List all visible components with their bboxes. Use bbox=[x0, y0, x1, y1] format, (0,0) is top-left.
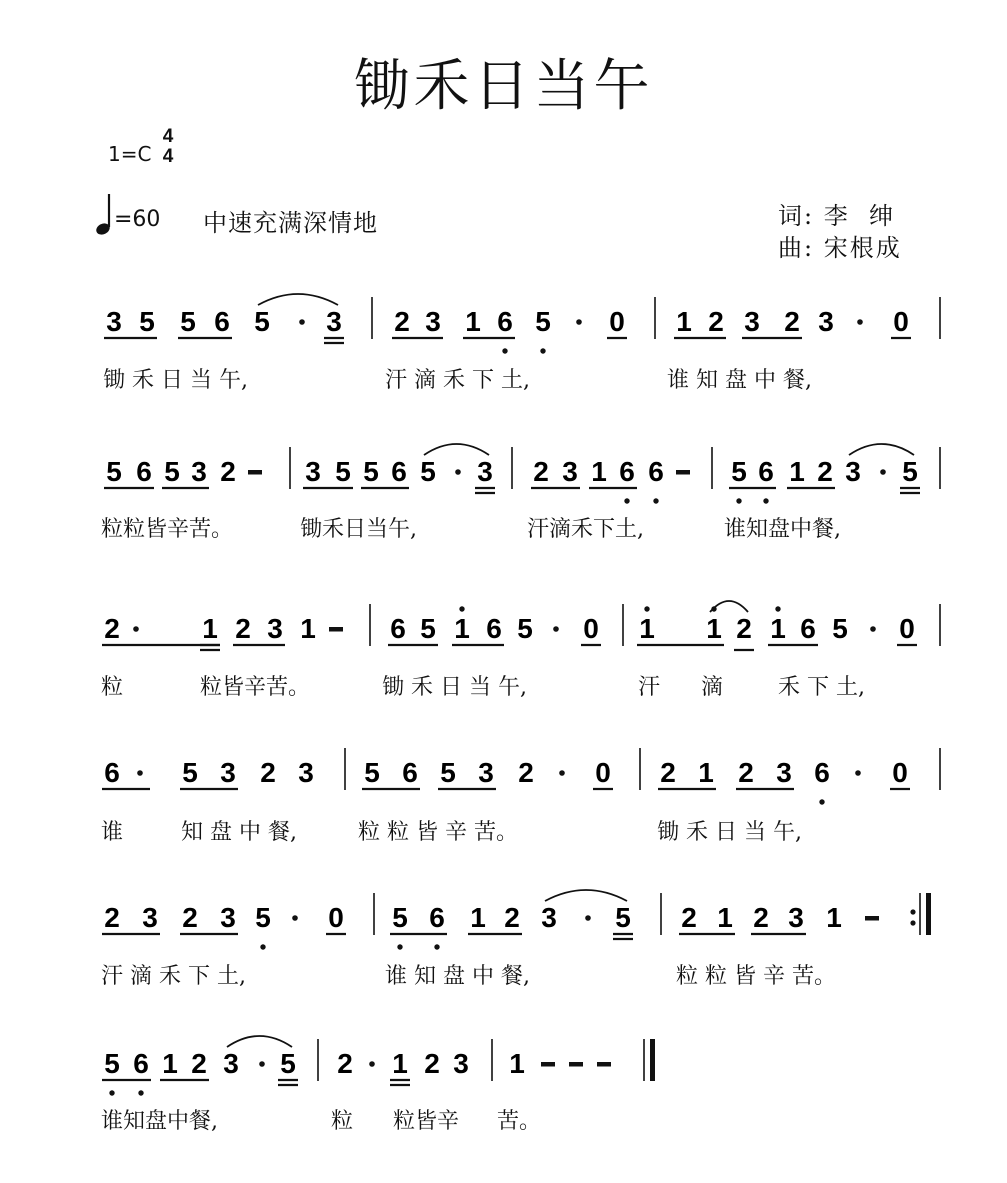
lyric-text: 汗 bbox=[638, 675, 661, 700]
dash-mark bbox=[248, 470, 262, 475]
lyric-text: 锄 禾 日 当 午, bbox=[382, 675, 527, 700]
note-digit: 5 bbox=[615, 902, 631, 933]
note-digit: 0 bbox=[892, 757, 908, 788]
tie-arc bbox=[849, 444, 914, 455]
dash-mark bbox=[541, 1062, 555, 1067]
note-digit: 6 bbox=[758, 456, 774, 487]
expression-mark: 中速充满深情地 bbox=[203, 209, 378, 237]
augmentation-dot bbox=[369, 1061, 375, 1067]
note-digit: 6 bbox=[429, 902, 445, 933]
note-digit: 2 bbox=[191, 1048, 207, 1079]
note-digit: 0 bbox=[595, 757, 611, 788]
composer-credit: 曲: 宋根成 bbox=[778, 234, 902, 262]
note-digit: 3 bbox=[298, 757, 314, 788]
augmentation-dot bbox=[292, 915, 298, 921]
lyric-text: 谁知盘中餐, bbox=[724, 517, 841, 542]
song-title: 锄禾日当午 bbox=[353, 54, 654, 119]
note-digit: 6 bbox=[390, 613, 406, 644]
low-octave-dot bbox=[434, 944, 439, 949]
note-digit: 0 bbox=[583, 613, 599, 644]
lyric-text: 锄 禾 日 当 午, bbox=[657, 820, 802, 845]
lyric-text: 谁 知 盘 中 餐, bbox=[385, 964, 530, 989]
note-digit: 3 bbox=[191, 456, 207, 487]
lyric-text: 谁知盘中餐, bbox=[101, 1109, 218, 1134]
lyric-text: 粒 bbox=[331, 1109, 354, 1134]
note-digit: 2 bbox=[337, 1048, 353, 1079]
note-digit: 5 bbox=[180, 306, 196, 337]
note-digit: 3 bbox=[326, 306, 342, 337]
note-digit: 5 bbox=[182, 757, 198, 788]
low-octave-dot bbox=[109, 1090, 114, 1095]
note-digit: 6 bbox=[214, 306, 230, 337]
lyric-text: 粒粒皆辛苦。 bbox=[101, 517, 234, 542]
lyric-text: 知 盘 中 餐, bbox=[181, 820, 297, 845]
low-octave-dot bbox=[502, 348, 507, 353]
tie-arc bbox=[545, 890, 627, 901]
note-digit: 2 bbox=[784, 306, 800, 337]
note-digit: 5 bbox=[106, 456, 122, 487]
augmentation-dot bbox=[259, 1061, 265, 1067]
augmentation-dot bbox=[855, 770, 861, 776]
note-digit: 6 bbox=[402, 757, 418, 788]
note-digit: 3 bbox=[477, 456, 493, 487]
tie-arc bbox=[227, 1036, 292, 1047]
low-octave-dot bbox=[653, 498, 658, 503]
dash-mark bbox=[597, 1062, 611, 1067]
note-digit: 6 bbox=[391, 456, 407, 487]
lyric-text: 粒皆辛 bbox=[393, 1109, 460, 1134]
lyric-text: 锄 禾 日 当 午, bbox=[103, 368, 248, 393]
note-digit: 2 bbox=[235, 613, 251, 644]
note-digit: 5 bbox=[902, 456, 918, 487]
note-digit: 5 bbox=[164, 456, 180, 487]
note-digit: 5 bbox=[392, 902, 408, 933]
augmentation-dot bbox=[455, 469, 461, 475]
note-digit: 3 bbox=[845, 456, 861, 487]
lyric-text: 谁 知 盘 中 餐, bbox=[667, 368, 812, 393]
augmentation-dot bbox=[559, 770, 565, 776]
note-digit: 1 bbox=[706, 613, 722, 644]
note-digit: 5 bbox=[364, 757, 380, 788]
dash-mark bbox=[676, 470, 690, 475]
lyric-text: 汗滴禾下土, bbox=[527, 517, 644, 542]
low-octave-dot bbox=[138, 1090, 143, 1095]
low-octave-dot bbox=[540, 348, 545, 353]
note-digit: 5 bbox=[104, 1048, 120, 1079]
note-digit: 6 bbox=[619, 456, 635, 487]
lyric-text: 汗 滴 禾 下 土, bbox=[101, 964, 246, 989]
time-signature-top: 4 bbox=[162, 126, 174, 147]
note-digit: 1 bbox=[639, 613, 655, 644]
note-digit: 5 bbox=[420, 456, 436, 487]
note-digit: 2 bbox=[104, 613, 120, 644]
note-digit: 5 bbox=[255, 902, 271, 933]
note-digit: 5 bbox=[139, 306, 155, 337]
note-digit: 1 bbox=[392, 1048, 408, 1079]
tempo-mark: =60 bbox=[114, 207, 161, 232]
note-digit: 6 bbox=[814, 757, 830, 788]
note-digit: 3 bbox=[106, 306, 122, 337]
repeat-dot bbox=[910, 909, 915, 914]
note-digit: 6 bbox=[104, 757, 120, 788]
note-digit: 3 bbox=[425, 306, 441, 337]
time-signature-bottom: 4 bbox=[162, 146, 174, 167]
key-signature: 1=C bbox=[108, 142, 152, 166]
low-octave-dot bbox=[624, 498, 629, 503]
note-digit: 2 bbox=[182, 902, 198, 933]
note-digit: 1 bbox=[470, 902, 486, 933]
note-digit: 3 bbox=[220, 902, 236, 933]
note-digit: 3 bbox=[818, 306, 834, 337]
note-digit: 6 bbox=[486, 613, 502, 644]
note-digit: 5 bbox=[535, 306, 551, 337]
note-digit: 1 bbox=[770, 613, 786, 644]
note-digit: 2 bbox=[220, 456, 236, 487]
lyric-text: 苦。 bbox=[497, 1109, 542, 1134]
note-digit: 3 bbox=[305, 456, 321, 487]
low-octave-dot bbox=[397, 944, 402, 949]
note-digit: 3 bbox=[142, 902, 158, 933]
note-digit: 3 bbox=[776, 757, 792, 788]
note-digit: 2 bbox=[817, 456, 833, 487]
note-digit: 6 bbox=[800, 613, 816, 644]
high-octave-dot bbox=[775, 606, 780, 611]
note-digit: 6 bbox=[133, 1048, 149, 1079]
low-octave-dot bbox=[763, 498, 768, 503]
augmentation-dot bbox=[133, 626, 139, 632]
note-digit: 2 bbox=[518, 757, 534, 788]
note-digit: 5 bbox=[335, 456, 351, 487]
lyricist-credit: 词: 李 绅 bbox=[778, 202, 895, 230]
lyric-text: 粒 粒 皆 辛 苦。 bbox=[358, 820, 518, 845]
note-digit: 2 bbox=[681, 902, 697, 933]
lyric-text: 粒 bbox=[101, 675, 124, 700]
dash-mark bbox=[569, 1062, 583, 1067]
note-digit: 5 bbox=[420, 613, 436, 644]
note-digit: 1 bbox=[509, 1048, 525, 1079]
note-digit: 2 bbox=[394, 306, 410, 337]
lyric-text: 谁 bbox=[101, 820, 124, 845]
note-digit: 6 bbox=[497, 306, 513, 337]
note-digit: 1 bbox=[454, 613, 470, 644]
augmentation-dot bbox=[880, 469, 886, 475]
lyric-text: 禾 下 土, bbox=[778, 675, 865, 700]
note-digit: 0 bbox=[899, 613, 915, 644]
note-digit: 5 bbox=[731, 456, 747, 487]
note-digit: 1 bbox=[789, 456, 805, 487]
note-digit: 5 bbox=[363, 456, 379, 487]
augmentation-dot bbox=[870, 626, 876, 632]
note-digit: 2 bbox=[260, 757, 276, 788]
note-digit: 2 bbox=[660, 757, 676, 788]
repeat-dot bbox=[910, 920, 915, 925]
note-digit: 5 bbox=[440, 757, 456, 788]
note-digit: 1 bbox=[465, 306, 481, 337]
final-bar-thick bbox=[926, 893, 931, 935]
note-digit: 3 bbox=[744, 306, 760, 337]
note-digit: 3 bbox=[788, 902, 804, 933]
note-digit: 2 bbox=[504, 902, 520, 933]
note-digit: 0 bbox=[893, 306, 909, 337]
note-digit: 2 bbox=[753, 902, 769, 933]
note-digit: 1 bbox=[698, 757, 714, 788]
lyric-text: 锄禾日当午, bbox=[300, 517, 417, 542]
augmentation-dot bbox=[137, 770, 143, 776]
lyric-text: 汗 滴 禾 下 土, bbox=[385, 368, 530, 393]
note-digit: 5 bbox=[832, 613, 848, 644]
note-digit: 2 bbox=[738, 757, 754, 788]
note-digit: 0 bbox=[609, 306, 625, 337]
lyric-text: 粒皆辛苦。 bbox=[200, 675, 311, 700]
note-digit: 0 bbox=[328, 902, 344, 933]
note-digit: 6 bbox=[648, 456, 664, 487]
note-digit: 3 bbox=[562, 456, 578, 487]
augmentation-dot bbox=[299, 319, 305, 325]
high-octave-dot bbox=[644, 606, 649, 611]
note-digit: 5 bbox=[280, 1048, 296, 1079]
note-digit: 6 bbox=[136, 456, 152, 487]
high-octave-dot bbox=[459, 606, 464, 611]
note-digit: 2 bbox=[736, 613, 752, 644]
tie-arc bbox=[424, 444, 489, 455]
augmentation-dot bbox=[857, 319, 863, 325]
note-digit: 2 bbox=[424, 1048, 440, 1079]
augmentation-dot bbox=[585, 915, 591, 921]
low-octave-dot bbox=[736, 498, 741, 503]
note-digit: 1 bbox=[591, 456, 607, 487]
dash-mark bbox=[865, 916, 879, 921]
note-digit: 2 bbox=[533, 456, 549, 487]
final-bar-thick bbox=[650, 1039, 655, 1081]
note-digit: 1 bbox=[162, 1048, 178, 1079]
dash-mark bbox=[329, 627, 343, 632]
note-digit: 3 bbox=[267, 613, 283, 644]
note-digit: 3 bbox=[223, 1048, 239, 1079]
tie-arc bbox=[258, 294, 338, 305]
augmentation-dot bbox=[553, 626, 559, 632]
note-digit: 5 bbox=[517, 613, 533, 644]
note-digit: 1 bbox=[300, 613, 316, 644]
note-digit: 2 bbox=[104, 902, 120, 933]
note-digit: 2 bbox=[708, 306, 724, 337]
note-digit: 3 bbox=[541, 902, 557, 933]
note-digit: 5 bbox=[254, 306, 270, 337]
note-digit: 3 bbox=[220, 757, 236, 788]
note-digit: 3 bbox=[478, 757, 494, 788]
note-digit: 1 bbox=[826, 902, 842, 933]
note-digit: 3 bbox=[453, 1048, 469, 1079]
note-digit: 1 bbox=[676, 306, 692, 337]
low-octave-dot bbox=[260, 944, 265, 949]
note-digit: 1 bbox=[717, 902, 733, 933]
lyric-text: 滴 bbox=[701, 675, 724, 700]
lyric-text: 粒 粒 皆 辛 苦。 bbox=[676, 964, 836, 989]
augmentation-dot bbox=[576, 319, 582, 325]
note-digit: 1 bbox=[202, 613, 218, 644]
low-octave-dot bbox=[819, 799, 824, 804]
